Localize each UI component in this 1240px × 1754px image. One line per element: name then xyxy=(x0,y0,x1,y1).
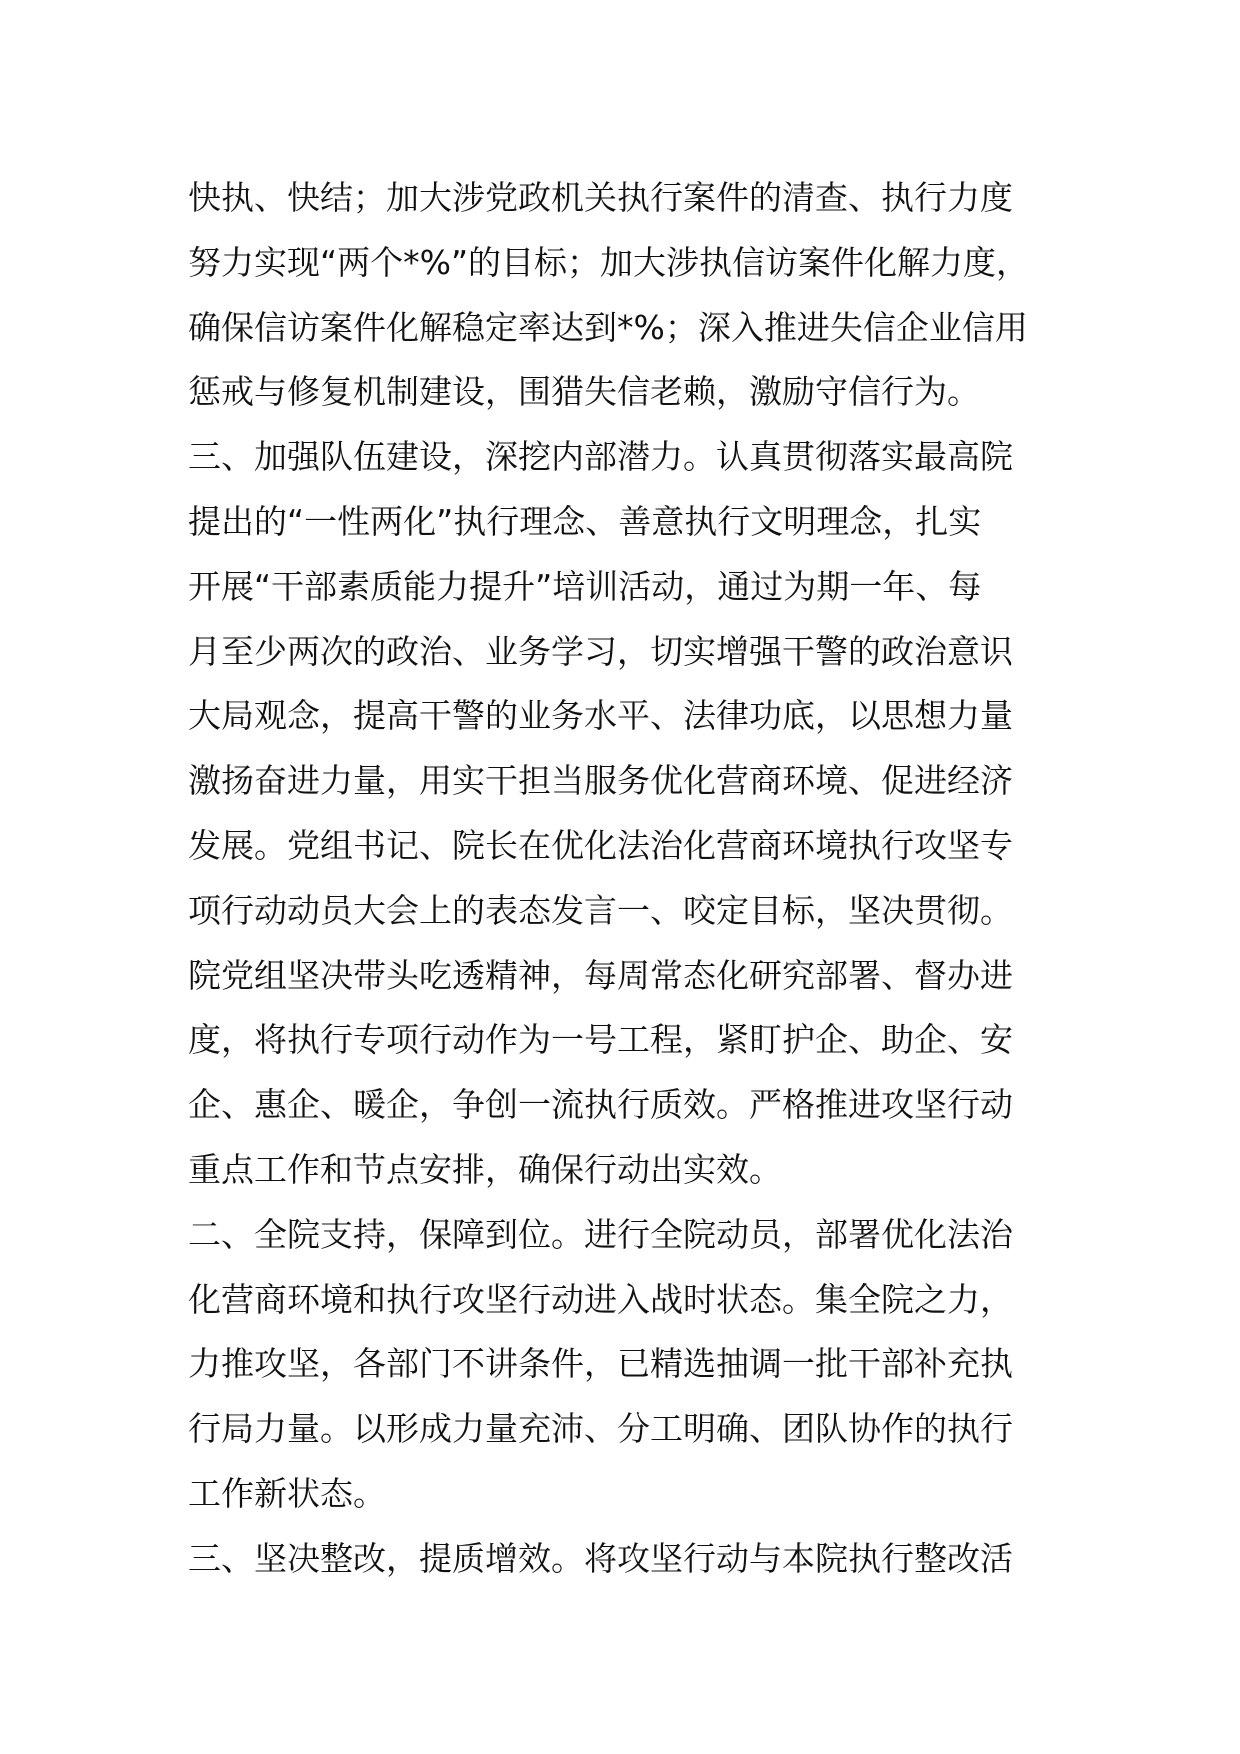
text-line: 确保信访案件化解稳定率达到*%；深入推进失信企业信用 xyxy=(188,307,1028,347)
text-line: 企、惠企、暖企，争创一流执行质效。严格推进攻坚行动 xyxy=(188,1085,1013,1125)
text-line: 开展“干部素质能力提升”培训活动，通过为期一年、每 xyxy=(188,566,982,606)
text-line: 力推攻坚，各部门不讲条件，已精选抽调一批干部补充执 xyxy=(188,1344,1013,1384)
text-line: 发展。党组书记、院长在优化法治化营商环境执行攻坚专 xyxy=(188,825,1013,865)
text-line: 工作新状态。 xyxy=(188,1473,386,1513)
text-line: 度，将执行专项行动作为一号工程，紧盯护企、助企、安 xyxy=(188,1020,1013,1060)
text-line: 三、加强队伍建设，深挖内部潜力。认真贯彻落实最高院 xyxy=(188,437,1013,477)
body-text xyxy=(188,166,1068,1592)
text-line: 行局力量。以形成力量充沛、分工明确、团队协作的执行 xyxy=(188,1409,1013,1449)
text-line: 重点工作和节点安排，确保行动出实效。 xyxy=(188,1149,782,1189)
text-line: 二、全院支持，保障到位。进行全院动员，部署优化法治 xyxy=(188,1214,1013,1254)
text-line: 项行动动员大会上的表态发言一、咬定目标，坚决贯彻。 xyxy=(188,890,1013,930)
text-line: 月至少两次的政治、业务学习，切实增强干警的政治意识 xyxy=(188,631,1013,671)
text-line: 惩戒与修复机制建设，围猎失信老赖，激励守信行为。 xyxy=(188,372,980,412)
text-line: 三、坚决整改，提质增效。将攻坚行动与本院执行整改活 xyxy=(188,1538,1013,1578)
text-line: 提出的“一性两化”执行理念、善意执行文明理念，扎实 xyxy=(188,501,982,541)
text-line: 快执、快结；加大涉党政机关执行案件的清查、执行力度 xyxy=(188,178,1013,217)
text-line: 大局观念，提高干警的业务水平、法律功底，以思想力量 xyxy=(188,696,1013,736)
text-line: 化营商环境和执行攻坚行动进入战时状态。集全院之力， xyxy=(188,1279,1013,1319)
text-line: 努力实现“两个*%”的目标；加大涉执信访案件化解力度， xyxy=(188,242,1030,282)
text-line: 激扬奋进力量，用实干担当服务优化营商环境、促进经济 xyxy=(188,761,1013,801)
text-line: 院党组坚决带头吃透精神，每周常态化研究部署、督办进 xyxy=(188,955,1013,995)
